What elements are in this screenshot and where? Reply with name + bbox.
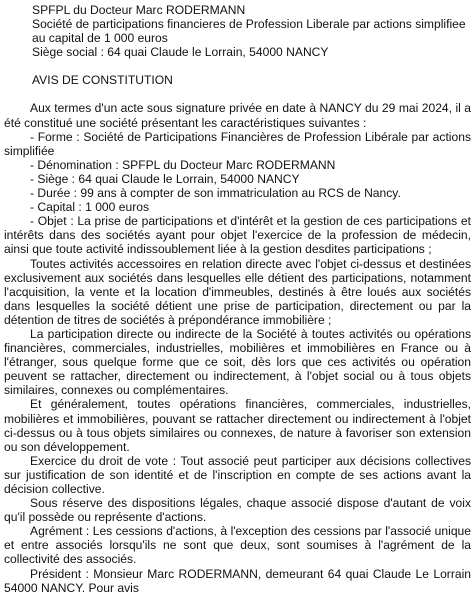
company-capital: au capital de 1 000 euros xyxy=(32,31,168,46)
intro-paragraph: Aux termes d'un acte sous signature privée en date à NANCY du 29 mai 2024, il a été constitué une société présentant les caractéristiques suivantes : xyxy=(4,101,471,130)
paragraph-vote: Exercice du droit de vote : Tout associé peut participer aux décisions collectives sur justification de son identité et de l'inscription en compte de ses actions avant la décision collective. xyxy=(4,453,471,496)
spacer xyxy=(32,87,471,101)
item-capital: - Capital : 1 000 euros xyxy=(30,200,149,215)
item-siege: - Siège : 64 quai Claude le Lorrain, 54000 NANCY xyxy=(30,171,300,186)
item-denomination: - Dénomination : SPFPL du Docteur Marc RODERMANN xyxy=(30,157,336,172)
company-name: SPFPL du Docteur Marc RODERMANN xyxy=(32,3,246,17)
paragraph-president: Président : Monsieur Marc RODERMANN, demeurant 64 quai Claude Le Lorrain 54000 NANCY. Pour avis xyxy=(4,566,471,595)
paragraph-voix: Sous réserve des dispositions légales, chaque associé dispose d'autant de voix qu'il possède ou représente d'actions. xyxy=(4,496,471,525)
company-siege: Siège social : 64 quai Claude le Lorrain, 54000 NANCY xyxy=(32,45,329,60)
item-forme: - Forme : Société de Participations Financières de Profession Libérale par actions simplifiée xyxy=(4,129,471,158)
item-duree: - Durée : 99 ans à compter de son immatriculation au RCS de Nancy. xyxy=(30,186,401,201)
notice-title: AVIS DE CONSTITUTION xyxy=(32,73,173,88)
paragraph-activites: Toutes activités accessoires en relation directe avec l'objet ci-dessus et destinées exclusivement aux sociétés dans lesquelles elle détient des participations, notamment l'acquisition, la vente et la location d'immeubles, destinés à être loués aux sociétés dans lesquelles la société détient une prise de participation, directement ou par la détention de titres de sociétés à prépondérance immobilière ; xyxy=(4,256,471,327)
paragraph-agrement: Agrément : Les cessions d'actions, à l'exception des cessions par l'associé unique et entre associés lorsqu'ils ne sont que deux, sont soumises à l'agrément de la collectivité des associés. xyxy=(4,524,471,567)
paragraph-participation: La participation directe ou indirecte de la Société à toutes activités ou opérations financières, commerciales, industrielles, mobilières et immobilières en France ou à l'étranger, sous quelque forme que ce soit, dès lors que ces activités ou opération peuvent se rattacher, directement ou indirectement, à l'objet social ou à tous objets similaires, connexes ou complémentaires. xyxy=(4,326,471,398)
company-description: Société de participations financieres de Profession Liberale par actions simplifiee xyxy=(32,17,466,32)
item-objet: - Objet : La prise de participations et d'intérêt et la gestion de ces participations et intérêts dans des sociétés ayant pour objet l'exercice de la profession de médecin, ainsi que toute activité indissoublement liée à la gestion desdites participations ; xyxy=(4,214,471,257)
paragraph-generalement: Et généralement, toutes opérations financières, commerciales, industrielles, mobilières et immobilières, pouvant se rattacher directement ou indirectement à l'objet ci-dessus ou à tous objets similaires ou connexes, de nature à favoriser son extension ou son développement. xyxy=(4,397,471,454)
spacer xyxy=(32,59,471,73)
